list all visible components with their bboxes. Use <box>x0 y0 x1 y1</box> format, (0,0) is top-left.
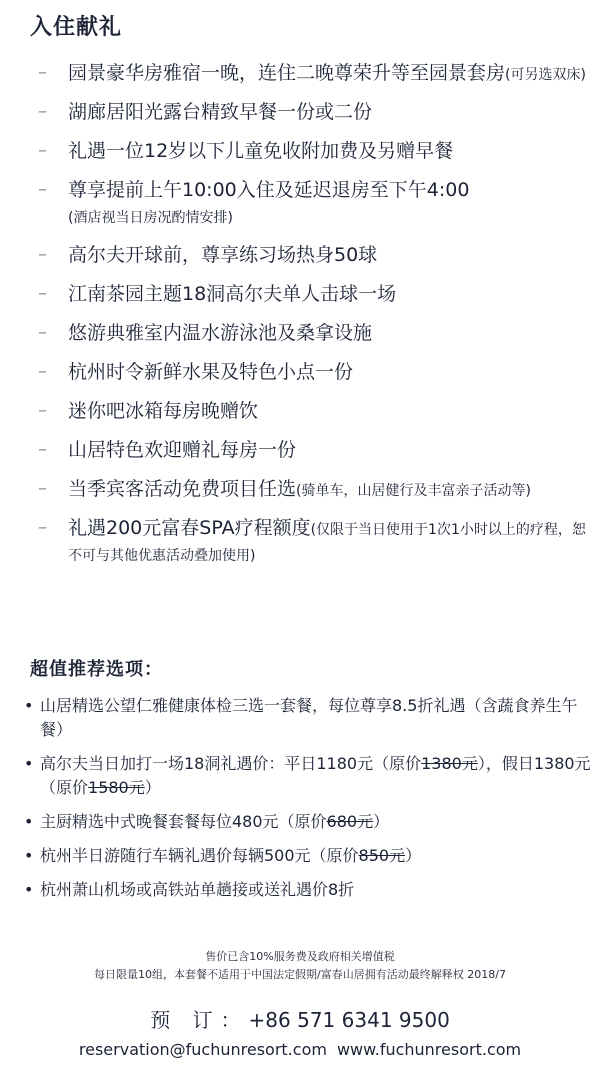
list-item <box>30 60 590 86</box>
website-link[interactable]: www.fuchunresort.com <box>336 1040 522 1059</box>
list-item <box>30 437 590 463</box>
dash-marker: – <box>38 62 47 83</box>
dash-marker: – <box>38 244 47 265</box>
list-item <box>22 844 592 868</box>
dash-marker: – <box>38 517 47 538</box>
rec-text: ） <box>373 812 390 831</box>
original-price: 850元 <box>358 846 406 865</box>
dash-marker: – <box>38 400 47 421</box>
dash-marker: – <box>38 179 47 200</box>
original-price: 1580元 <box>88 778 145 797</box>
benefits-list <box>30 60 590 580</box>
list-item <box>30 99 590 125</box>
phone-label: 预 订： <box>150 1008 249 1032</box>
bullet-dot-icon: • <box>24 880 34 899</box>
rec-text: ） <box>405 846 422 865</box>
list-item <box>30 242 590 268</box>
recommend-title: 超值推荐选项： <box>30 659 163 680</box>
list-item <box>30 281 590 307</box>
list-item <box>30 515 590 567</box>
dash-marker: – <box>38 140 47 161</box>
benefit-note: (仅限于当日使用于1次1小时以上的疗程，恕不可与其他优惠活动叠加使用) <box>68 522 586 564</box>
benefit-text: 迷你吧冰箱每房晚赠饮 <box>68 400 259 422</box>
bullet-dot-icon: • <box>24 696 34 715</box>
rec-text: ），假日1380元（原价 <box>40 754 591 797</box>
benefit-note: (骑单车，山居健行及丰富亲子活动等) <box>296 483 531 499</box>
list-item <box>30 476 590 502</box>
email-link[interactable]: reservation@fuchunresort.com <box>78 1040 327 1059</box>
list-item <box>22 694 592 742</box>
rec-text: ） <box>144 778 161 797</box>
dash-marker: – <box>38 439 47 460</box>
rec-text: 杭州萧山机场或高铁站单趟接或送礼遇价8折 <box>40 880 355 899</box>
dash-marker: – <box>38 283 47 304</box>
list-item <box>30 398 590 424</box>
benefit-text: 湖廊居阳光露台精致早餐一份或二份 <box>68 101 373 123</box>
rec-text: 主厨精选中式晚餐套餐每位480元（原价 <box>40 812 327 831</box>
dash-marker: – <box>38 101 47 122</box>
list-item <box>30 359 590 385</box>
original-price: 1380元 <box>421 754 478 773</box>
recommendations-list <box>22 694 592 912</box>
list-item <box>30 138 590 164</box>
contact-line <box>0 1040 600 1059</box>
section-title-check-in-gifts: 入住献礼 <box>30 15 123 40</box>
phone-number[interactable]: +86 571 6341 9500 <box>248 1008 450 1032</box>
benefit-text: 悠游典雅室内温水游泳池及桑拿设施 <box>68 322 373 344</box>
benefit-note: (可另选双床) <box>505 67 586 83</box>
terms-note: 每日限量10组，本套餐不适用于中国法定假期/富春山居拥有活动最终解释权 2018/7 <box>94 968 506 981</box>
rec-text: 高尔夫当日加打一场18洞礼遇价：平日1180元（原价 <box>40 754 422 773</box>
dash-marker: – <box>38 322 47 343</box>
rec-text: 山居精选公望仁雅健康体检三选一套餐，每位尊享8.5折礼遇（含蔬食养生午餐） <box>40 696 578 739</box>
list-item <box>30 177 590 229</box>
list-item <box>30 320 590 346</box>
list-item <box>22 752 592 800</box>
dash-marker: – <box>38 361 47 382</box>
benefit-text: 高尔夫开球前，尊享练习场热身50球 <box>68 244 378 266</box>
dash-marker: – <box>38 478 47 499</box>
benefit-text: 杭州时令新鲜水果及特色小点一份 <box>68 361 354 383</box>
benefit-text: 礼遇200元富春SPA疗程额度 <box>68 517 311 539</box>
tax-note: 售价已含10%服务费及政府相关增值税 <box>205 950 395 963</box>
benefit-note: (酒店视当日房况酌情安排) <box>68 210 233 226</box>
benefit-text: 尊享提前上午10:00入住及延迟退房至下午4:00 <box>68 179 470 201</box>
benefit-text: 当季宾客活动免费项目任选 <box>68 478 297 500</box>
benefit-text: 江南茶园主题18洞高尔夫单人击球一场 <box>68 283 397 305</box>
benefit-text: 山居特色欢迎赠礼每房一份 <box>68 439 297 461</box>
bullet-dot-icon: • <box>24 812 34 831</box>
original-price: 680元 <box>326 812 374 831</box>
list-item <box>22 810 592 834</box>
bullet-dot-icon: • <box>24 754 34 773</box>
reservation-phone-line <box>0 1004 600 1033</box>
rec-text: 杭州半日游随行车辆礼遇价每辆500元（原价 <box>40 846 359 865</box>
benefit-text: 礼遇一位12岁以下儿童免收附加费及另赠早餐 <box>68 140 454 162</box>
bullet-dot-icon: • <box>24 846 34 865</box>
list-item <box>22 878 592 902</box>
benefit-text: 园景豪华房雅宿一晚，连住二晚尊荣升等至园景套房 <box>68 62 506 84</box>
